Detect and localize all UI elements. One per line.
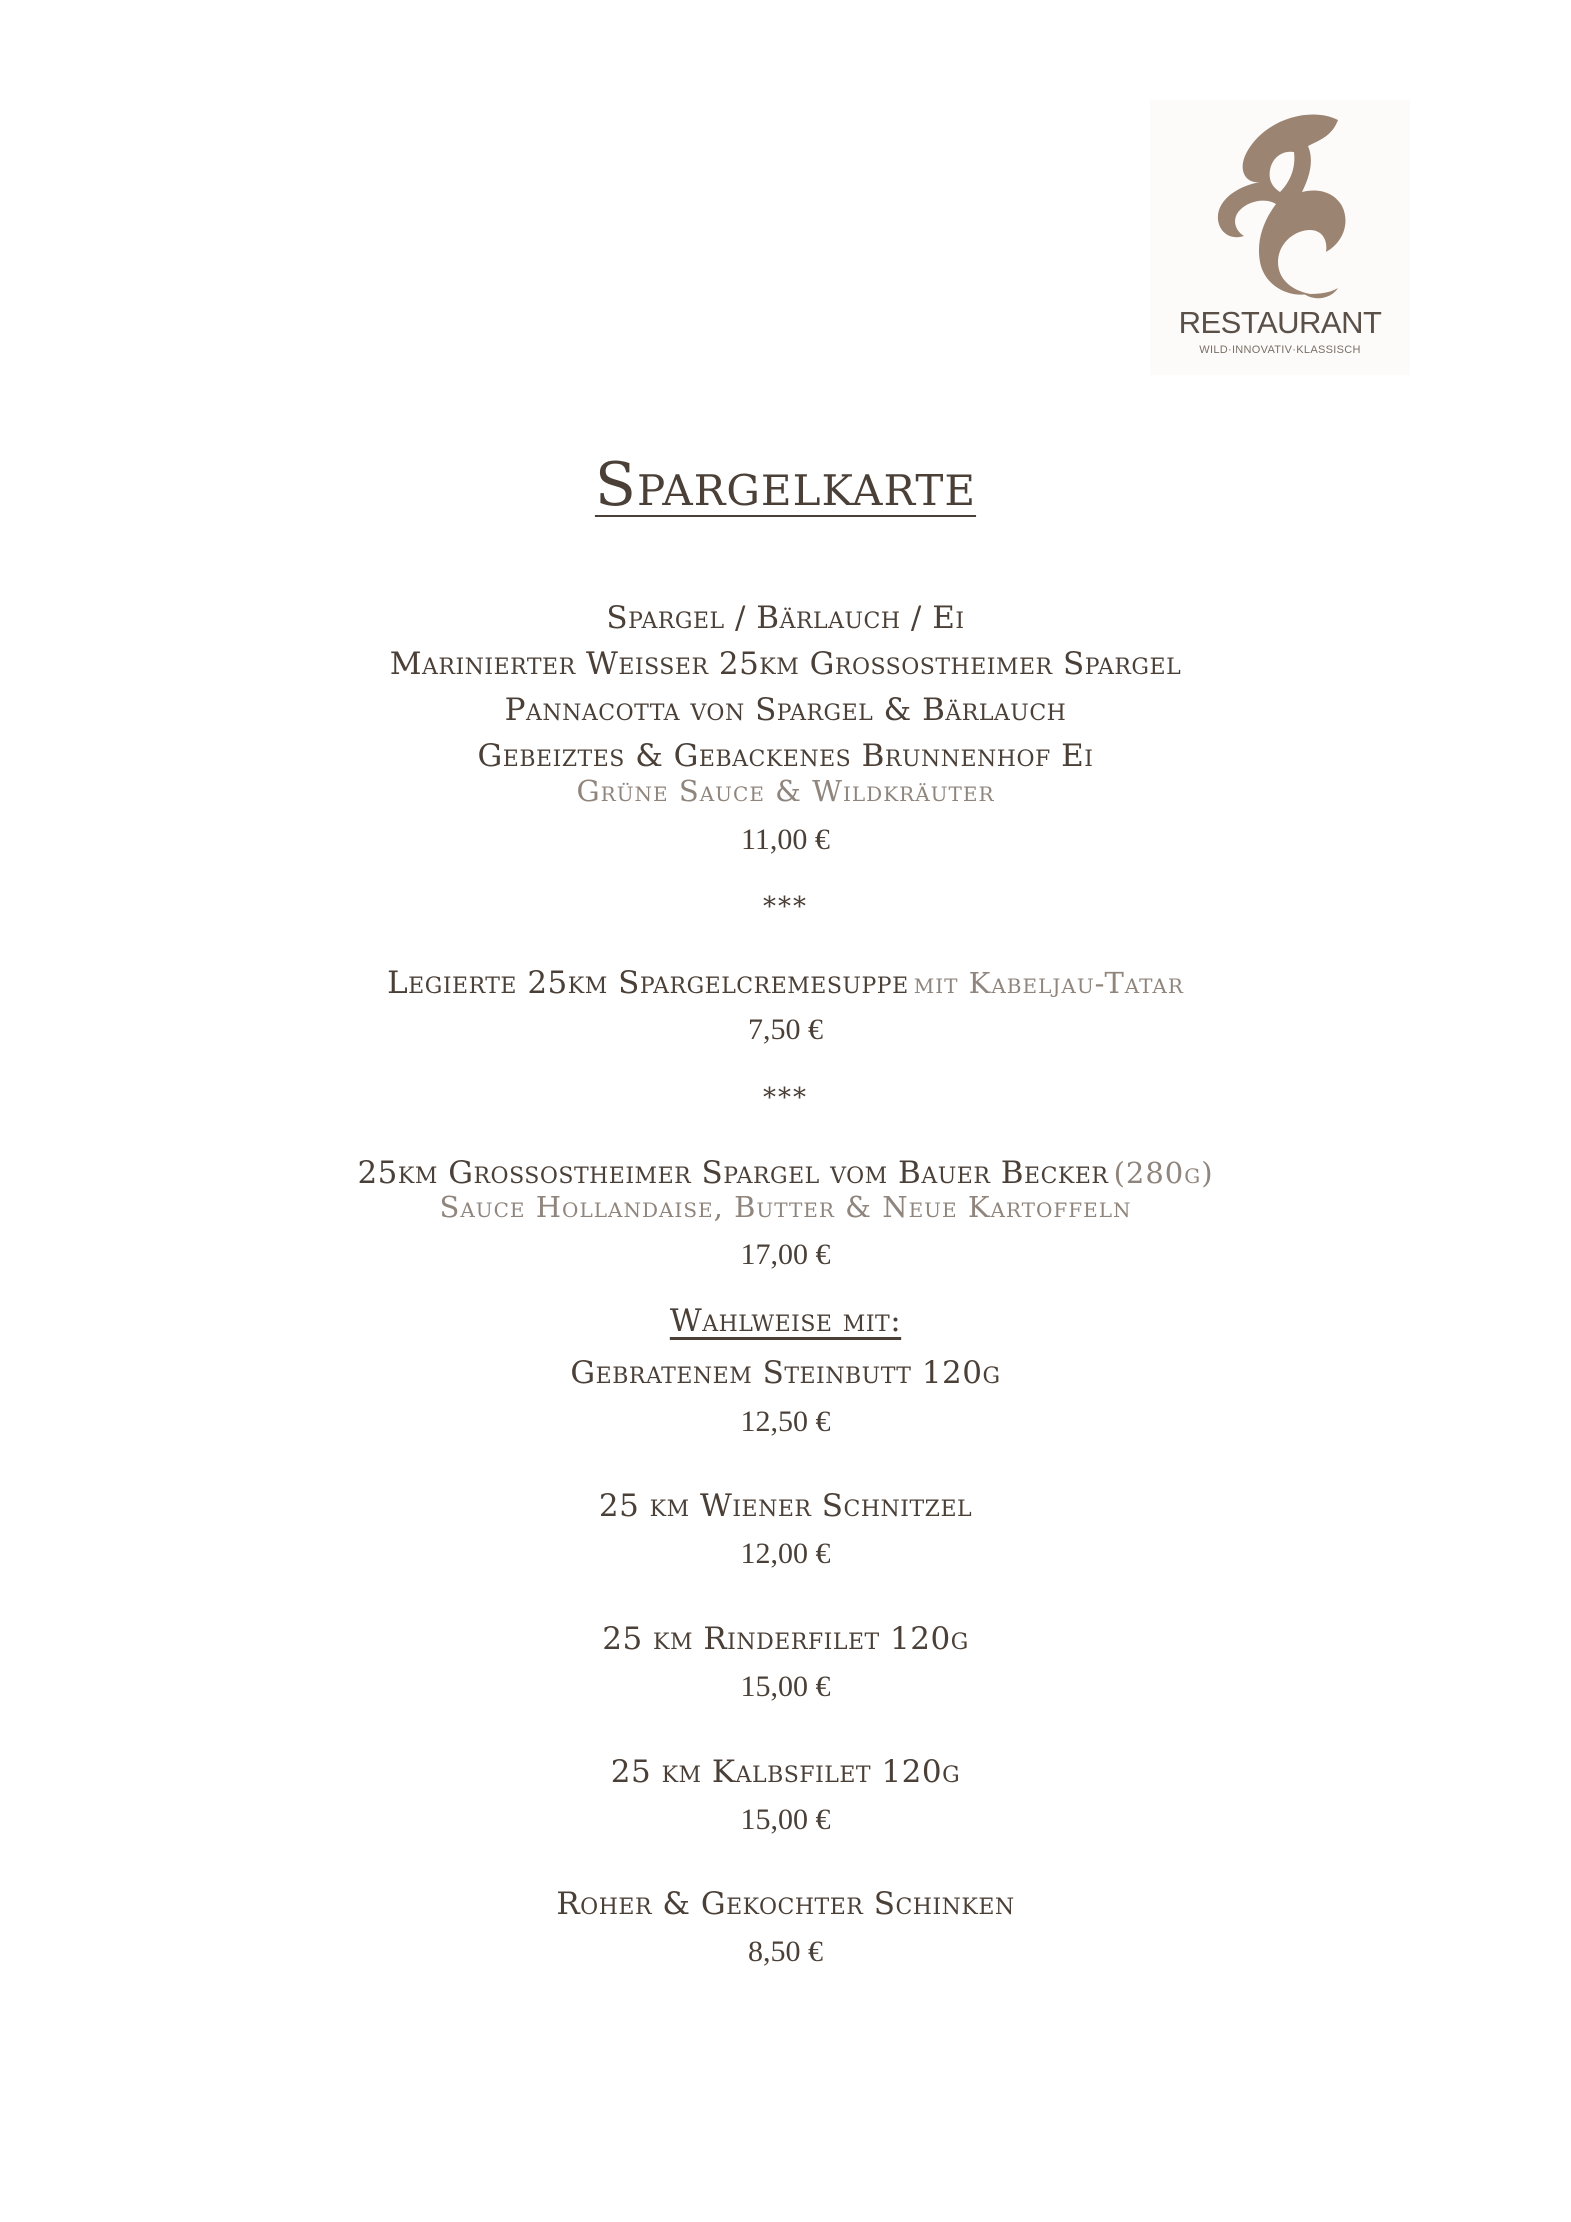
soup-price: 7,50 € (748, 1013, 823, 1046)
option-item-price: 12,50 € (740, 1405, 831, 1438)
option-item-name: 25 km Kalbsfilet 120g (610, 1754, 961, 1790)
restaurant-logo (1150, 100, 1410, 375)
starter-line-2: Marinierter Weisser 25km Grossostheimer Spargel (389, 646, 1182, 682)
soup-addition: mit Kabeljau-Tatar (913, 966, 1184, 1000)
starter-subtitle: Grüne Sauce & Wildkräuter (576, 774, 995, 808)
separator-1: *** (763, 892, 808, 922)
option-item-name: Roher & Gekochter Schinken (556, 1886, 1015, 1922)
option-item-price: 8,50 € (748, 1935, 823, 1968)
starter-line-1: Spargel / Bärlauch / Ei (606, 600, 965, 636)
option-item-price: 15,00 € (740, 1670, 831, 1703)
logo-tagline: WILD·INNOVATIV·KLASSISCH (1199, 344, 1361, 356)
soup-name: Legierte 25km Spargelcremesuppe (387, 965, 909, 1001)
options-heading (0, 1303, 1571, 1339)
h-monogram-icon (1198, 112, 1363, 307)
page-title: Spargelkarte (594, 450, 977, 520)
option-item-name: Gebratenem Steinbutt 120g (570, 1355, 1001, 1391)
option-item-price: 15,00 € (740, 1803, 831, 1836)
separator-2: *** (763, 1083, 808, 1113)
main-dish-weight: (280g) (1113, 1156, 1214, 1190)
main-dish-line (0, 1155, 1571, 1191)
starter-line-4: Gebeiztes & Gebackenes Brunnenhof Ei (477, 738, 1094, 774)
starter-price: 11,00 € (741, 823, 830, 856)
starter-line-3: Pannacotta von Spargel & Bärlauch (504, 692, 1067, 728)
main-dish-name: 25km Grossostheimer Spargel vom Bauer Becker (357, 1155, 1109, 1191)
soup-line (0, 965, 1571, 1001)
logo-wordmark: RESTAURANT (1178, 305, 1382, 340)
options-heading-text: Wahlweise mit: (669, 1303, 902, 1339)
option-item-price: 12,00 € (740, 1537, 831, 1570)
main-dish-price: 17,00 € (740, 1238, 831, 1271)
option-item-name: 25 km Wiener Schnitzel (598, 1488, 973, 1524)
main-dish-subtitle: Sauce Hollandaise, Butter & Neue Kartoffeln (439, 1190, 1132, 1224)
option-item-name: 25 km Rinderfilet 120g (602, 1621, 969, 1657)
